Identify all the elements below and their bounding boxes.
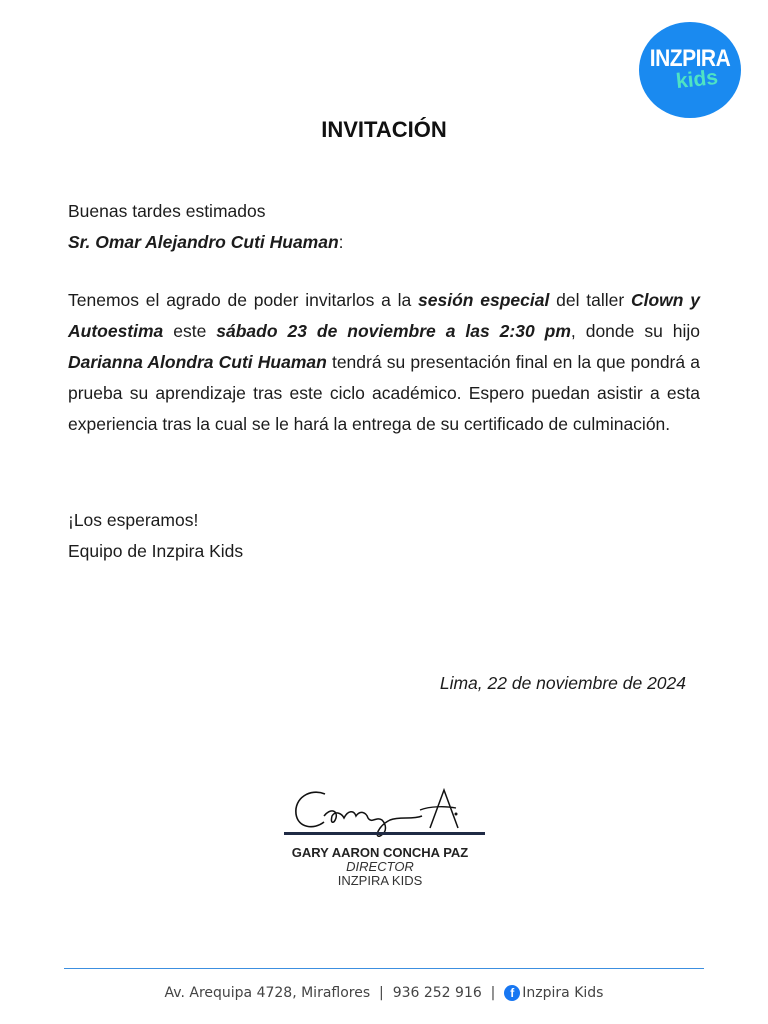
facebook-icon: f: [504, 985, 520, 1001]
page-title: INVITACIÓN: [321, 117, 447, 142]
signatory-name: GARY AARON CONCHA PAZ: [291, 845, 469, 860]
recipient-suffix: :: [338, 232, 344, 252]
closing: [68, 505, 243, 567]
footer-separator: |: [370, 985, 393, 1001]
footer-social: Inzpira Kids: [522, 985, 604, 1001]
footer-divider: [64, 968, 704, 969]
footer-separator: |: [481, 985, 505, 1001]
footer-phone: 936 252 916: [392, 985, 482, 1001]
footer: [0, 985, 768, 1001]
letter-date: Lima, 22 de noviembre de 2024: [439, 673, 686, 693]
logo-main-text: INZPIRA: [649, 45, 731, 72]
recipient-line: [68, 227, 344, 258]
body-emphasis-session: sesión especial: [418, 290, 550, 310]
signatory-role: DIRECTOR: [346, 859, 414, 874]
signature-block: [280, 846, 480, 888]
body-text-5: tendrá su presentación final en la que pondrá a prueba su aprendizaje tras este ciclo académico. Espero puedan asistir a esta experiencia tras la cual se le hará la entrega de su certificado de culminación.: [68, 352, 700, 434]
recipient-name: Sr. Omar Alejandro Cuti Huaman: [68, 232, 339, 252]
closing-line-1: ¡Los esperamos!: [68, 510, 199, 530]
body-text-4: , donde su hijo: [570, 321, 700, 341]
inzpira-kids-logo: [639, 22, 741, 118]
greeting: [68, 196, 344, 258]
logo-sub-text: kids: [674, 65, 720, 94]
closing-line-2: Equipo de Inzpira Kids: [68, 541, 244, 561]
signature-line: [284, 832, 485, 835]
body-emphasis-datetime: sábado 23 de noviembre a las 2:30 pm: [216, 321, 571, 341]
body-text-1: Tenemos el agrado de poder invitarlos a la: [68, 290, 419, 310]
invitation-body: [68, 285, 700, 440]
handwritten-signature: [280, 780, 480, 840]
body-emphasis-workshop: Clown y Autoestima: [68, 290, 700, 341]
signatory-org: INZPIRA KIDS: [337, 873, 423, 888]
body-emphasis-student: Darianna Alondra Cuti Huaman: [68, 352, 327, 372]
greeting-line: Buenas tardes estimados: [68, 201, 266, 221]
body-text-2: del taller: [549, 290, 631, 310]
footer-address: Av. Arequipa 4728, Miraflores: [164, 985, 371, 1001]
body-text-3: este: [163, 321, 217, 341]
